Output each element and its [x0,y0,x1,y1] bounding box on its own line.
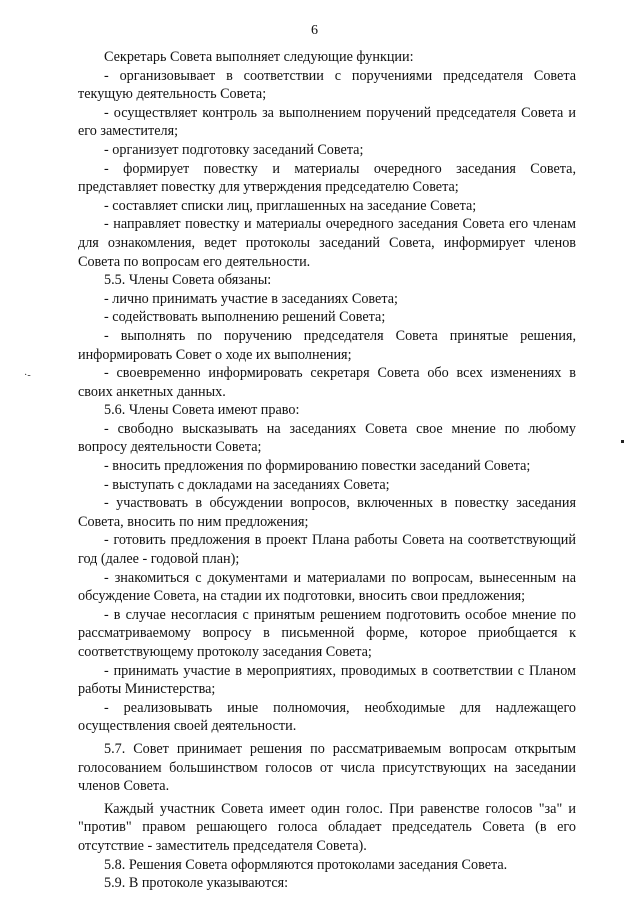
paragraph-rights-propose-agenda: - вносить предложения по формированию повестки заседаний Совета; [104,458,531,475]
paragraph-secretary-agenda: - формирует повестку и материалы очередного заседания Совета, представляет повестку для утверждения председателю Совета; [78,160,576,196]
paragraph-secretary-organizes: - организовывает в соответствии с поручениями председателя Совета текущую деятельность Совета; [78,67,576,103]
paragraph-section-5-9: 5.9. В протоколе указываются: [104,875,289,892]
paragraph-members-assist: - содействовать выполнению решений Совета; [104,309,386,326]
paragraph-rights-other: - реализовывать иные полномочия, необходимые для надлежащего осуществления своей деятельности. [78,699,576,735]
paragraph-section-5-8: 5.8. Решения Совета оформляются протоколами заседания Совета. [104,856,508,873]
paragraph-members-attend: - лично принимать участие в заседаниях Совета; [104,290,398,307]
paragraph-secretary-functions-intro: Секретарь Совета выполняет следующие функции: [104,49,414,65]
paragraph-section-5-5: 5.5. Члены Совета обязаны: [104,272,272,289]
document-body [78,48,576,893]
paragraph-rights-events: - принимать участие в мероприятиях, проводимых в соответствии с Планом работы Министерства; [78,662,576,698]
paragraph-secretary-controls: - осуществляет контроль за выполнением поручений председателя Совета и его заместителя; [78,104,576,140]
paragraph-rights-discuss: - участвовать в обсуждении вопросов, включенных в повестку заседания Совета, вносить по ним предложения; [78,495,576,530]
page-number: 6 [311,23,318,38]
paragraph-rights-documents: - знакомиться с документами и материалами по вопросам, вынесенным на обсуждение Совета, на стадии их подготовки, вносить свои предложения; [78,569,576,605]
paragraph-section-5-7: 5.7. Совет принимает решения по рассматриваемым вопросам открытым голосованием большинством голосов от числа присутствующих на заседании членов Совета. [78,740,576,795]
margin-scan-mark: ·- [24,370,31,381]
paragraph-secretary-prepares: - организует подготовку заседаний Совета; [104,141,364,158]
paragraph-rights-annual-plan: - готовить предложения в проект Плана работы Совета на соответствующий год (далее - годовой план); [78,532,576,568]
paragraph-secretary-lists: - составляет списки лиц, приглашенных на заседание Совета; [104,197,477,214]
paragraph-rights-dissent: - в случае несогласия с принятым решением подготовить особое мнение по рассматриваемому вопросу в письменной форме, которое приобщается к соответствующему протоколу заседания Совета; [78,606,576,660]
paragraph-rights-report: - выступать с докладами на заседаниях Совета; [104,476,390,493]
edge-scan-mark [621,440,624,443]
paragraph-members-execute: - выполнять по поручению председателя Совета принятые решения, информировать Совет о ходе их выполнения; [78,327,576,363]
paragraph-secretary-sends: - направляет повестку и материалы очередного заседания Совета его членам для ознакомления, ведет протоколы заседаний Совета, информирует членов Совета по вопросам его деятельности. [78,216,576,270]
paragraph-members-inform: - своевременно информировать секретаря Совета обо всех изменениях в своих анкетных данных. [78,365,576,400]
paragraph-section-5-6: 5.6. Члены Совета имеют право: [104,402,300,419]
paragraph-voting: Каждый участник Совета имеет один голос. При равенстве голосов "за" и "против" правом решающего голоса обладает председатель Совета (в его отсутствие - заместитель председателя Совета). [78,800,576,854]
paragraph-rights-speak: - свободно высказывать на заседаниях Совета свое мнение по любому вопросу деятельности Совета; [78,420,576,456]
